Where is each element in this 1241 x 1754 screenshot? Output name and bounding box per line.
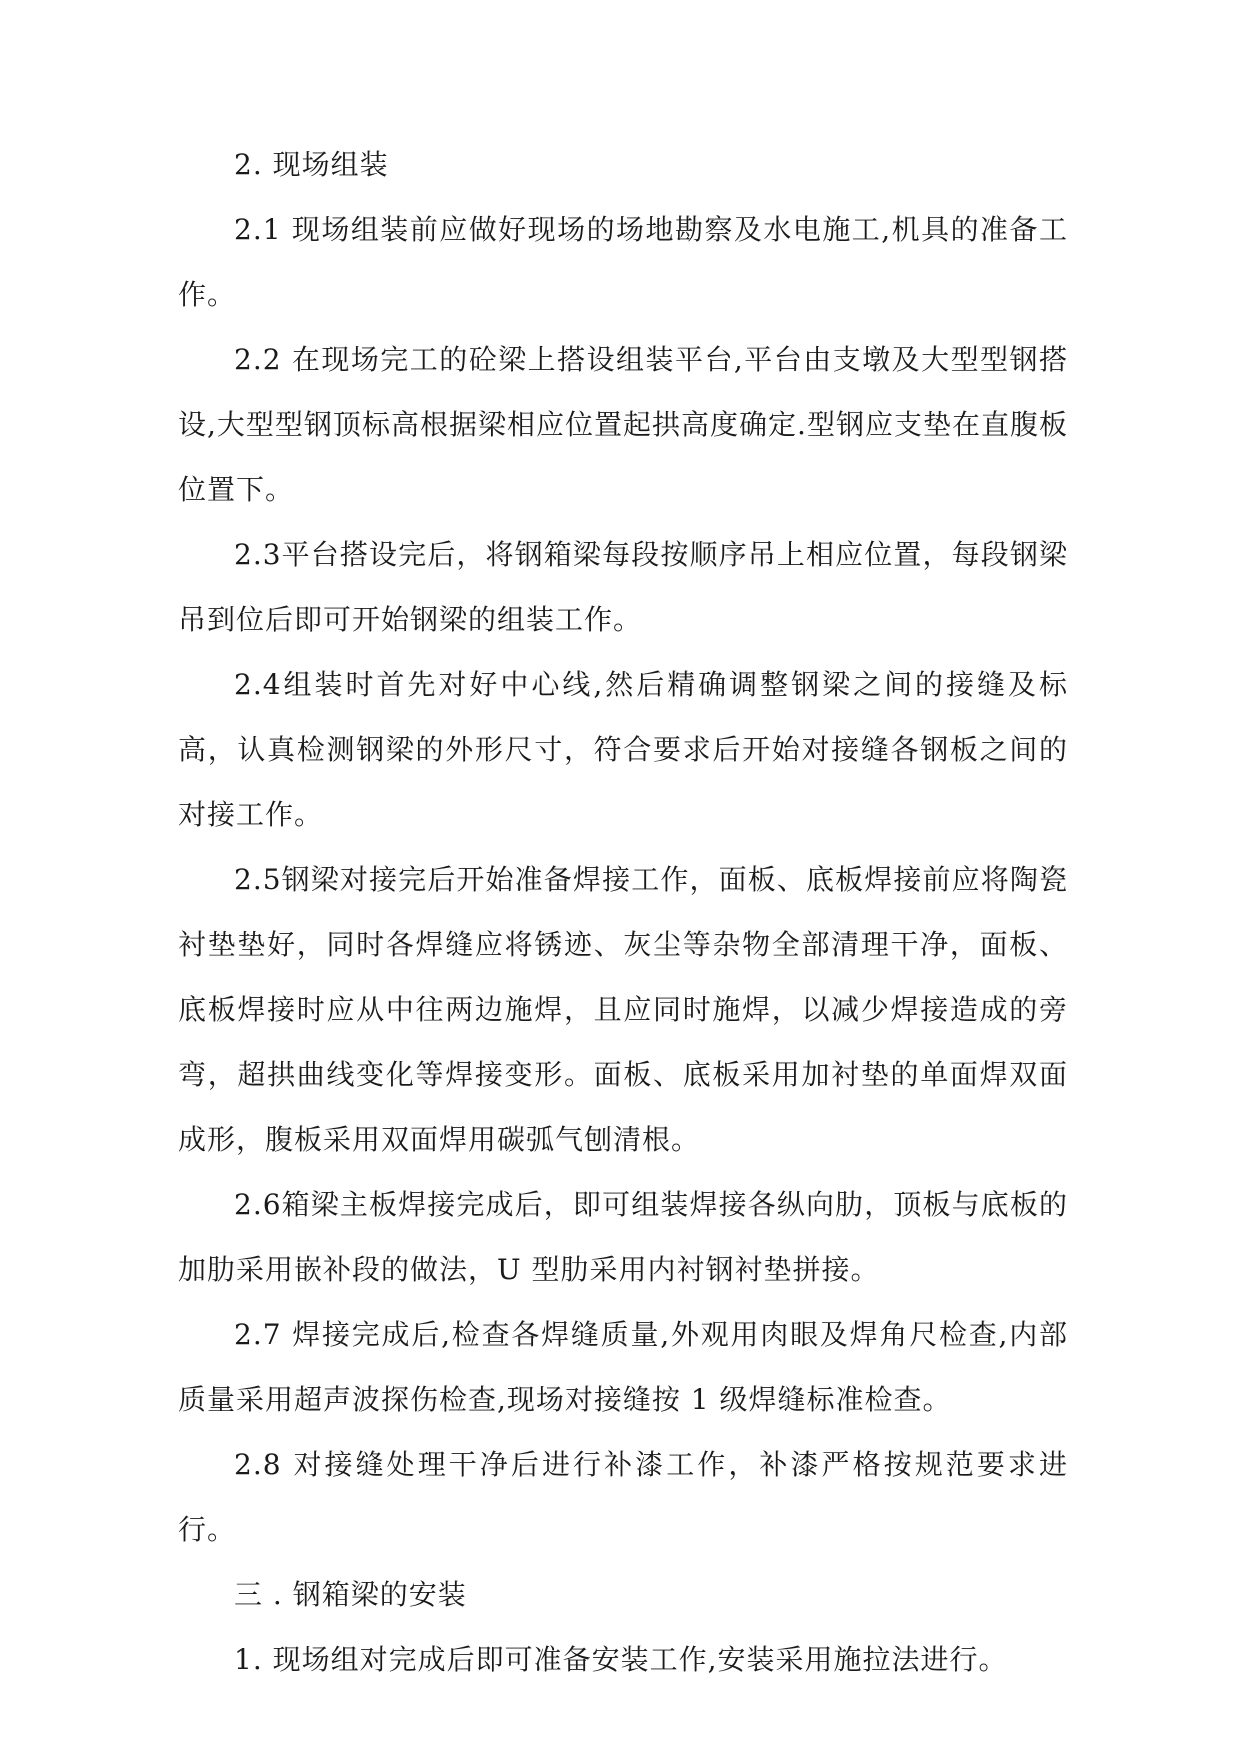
paragraph-2-8: 2.8 对接缝处理干净后进行补漆工作，补漆严格按规范要求进行。: [178, 1448, 1068, 1546]
paragraph-2-6: 2.6箱梁主板焊接完成后，即可组装焊接各纵向肋，顶板与底板的加肋采用嵌补段的做法，U 型肋采用内衬钢衬垫拼接。: [178, 1188, 1068, 1286]
paragraph-2-2: 2.2 在现场完工的砼梁上搭设组装平台,平台由支墩及大型型钢搭设,大型型钢顶标高根据梁相应位置起拱高度确定.型钢应支垫在直腹板位置下。: [178, 343, 1068, 506]
section-heading-2: 2. 现场组装: [234, 148, 389, 181]
paragraph-2-7: 2.7 焊接完成后,检查各焊缝质量,外观用肉眼及焊角尺检查,内部质量采用超声波探伤检查,现场对接缝按 1 级焊缝标准检查。: [178, 1318, 1068, 1416]
paragraph-2-1: 2.1 现场组装前应做好现场的场地勘察及水电施工,机具的准备工作。: [178, 213, 1068, 311]
section-heading-3: 三 . 钢箱梁的安装: [234, 1578, 467, 1611]
paragraph-2-5: 2.5钢梁对接完后开始准备焊接工作，面板、底板焊接前应将陶瓷衬垫垫好，同时各焊缝应将锈迹、灰尘等杂物全部清理干净，面板、底板焊接时应从中往两边施焊，且应同时施焊，以减少焊接造成的旁弯，超拱曲线变化等焊接变形。面板、底板采用加衬垫的单面焊双面成形，腹板采用双面焊用碳弧气刨清根。: [178, 863, 1068, 1156]
paragraph-2-4: 2.4组装时首先对好中心线,然后精确调整钢梁之间的接缝及标高，认真检测钢梁的外形尺寸，符合要求后开始对接缝各钢板之间的对接工作。: [178, 668, 1068, 831]
paragraph-3-1: 1. 现场组对完成后即可准备安装工作,安装采用施拉法进行。: [234, 1643, 1008, 1676]
document-body: [178, 132, 1068, 1692]
paragraph-2-3: 2.3平台搭设完后，将钢箱梁每段按顺序吊上相应位置，每段钢梁吊到位后即可开始钢梁的组装工作。: [178, 538, 1068, 636]
